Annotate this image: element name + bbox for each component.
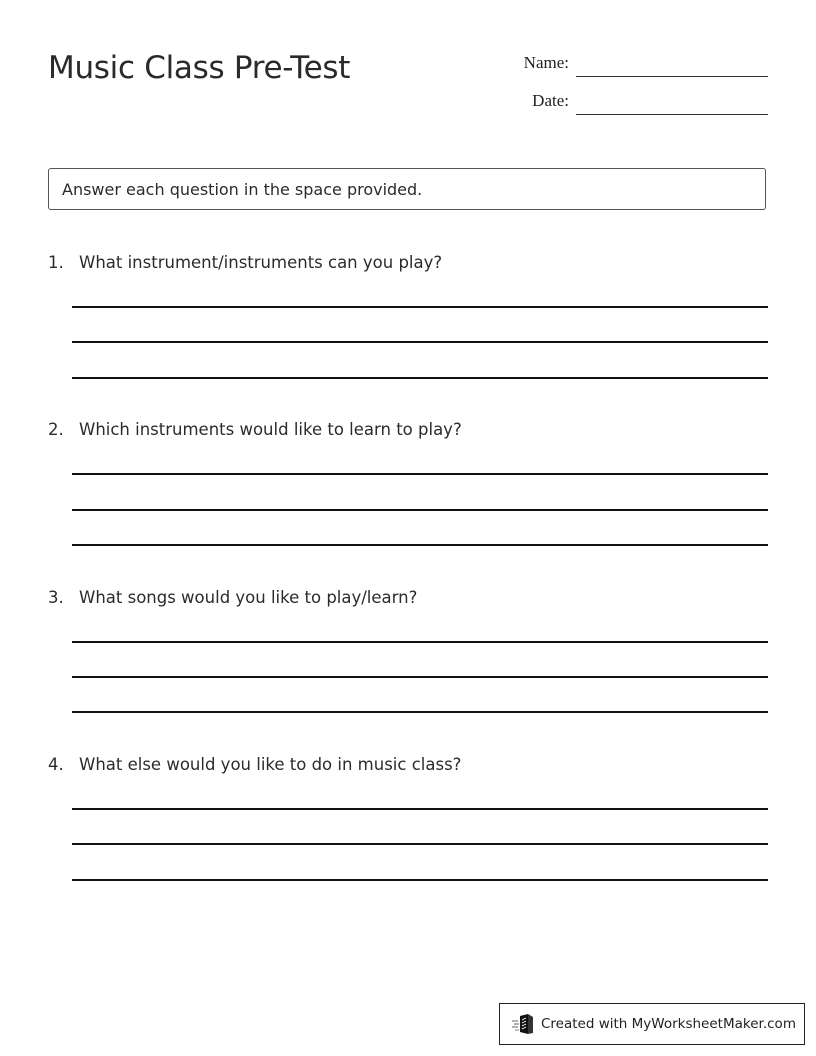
answer-line (72, 879, 768, 881)
date-label: Date: (532, 91, 569, 110)
answer-line (72, 377, 768, 379)
created-with-badge[interactable] (499, 1003, 805, 1045)
date-field (532, 90, 768, 112)
answer-line (72, 509, 768, 511)
worksheet-maker-logo-icon (511, 1013, 535, 1035)
name-blank-line (576, 76, 768, 77)
question-2 (48, 419, 768, 441)
name-label: Name: (523, 53, 569, 72)
question-text: What else would you like to do in music class? (79, 755, 462, 774)
question-text: Which instruments would like to learn to play? (79, 420, 462, 439)
question-3 (48, 587, 768, 609)
answer-line (72, 641, 768, 643)
answer-line (72, 341, 768, 343)
question-4 (48, 754, 768, 776)
question-text: What instrument/instruments can you play? (79, 253, 443, 272)
date-blank-line (576, 114, 768, 115)
page-title: Music Class Pre-Test (48, 50, 351, 86)
answer-line (72, 808, 768, 810)
question-text: What songs would you like to play/learn? (79, 588, 418, 607)
answer-line (72, 711, 768, 713)
answer-line (72, 843, 768, 845)
name-field (524, 52, 768, 74)
instructions-text: Answer each question in the space provided. (62, 179, 423, 199)
question-number: 1. (48, 253, 64, 272)
answer-line (72, 473, 768, 475)
question-number: 2. (48, 420, 64, 439)
instructions-box (48, 168, 766, 210)
question-number: 3. (48, 588, 64, 607)
footer-text: Created with MyWorksheetMaker.com (541, 1016, 796, 1032)
answer-line (72, 676, 768, 678)
question-1 (48, 252, 768, 274)
answer-line (72, 306, 768, 308)
question-number: 4. (48, 755, 64, 774)
answer-line (72, 544, 768, 546)
